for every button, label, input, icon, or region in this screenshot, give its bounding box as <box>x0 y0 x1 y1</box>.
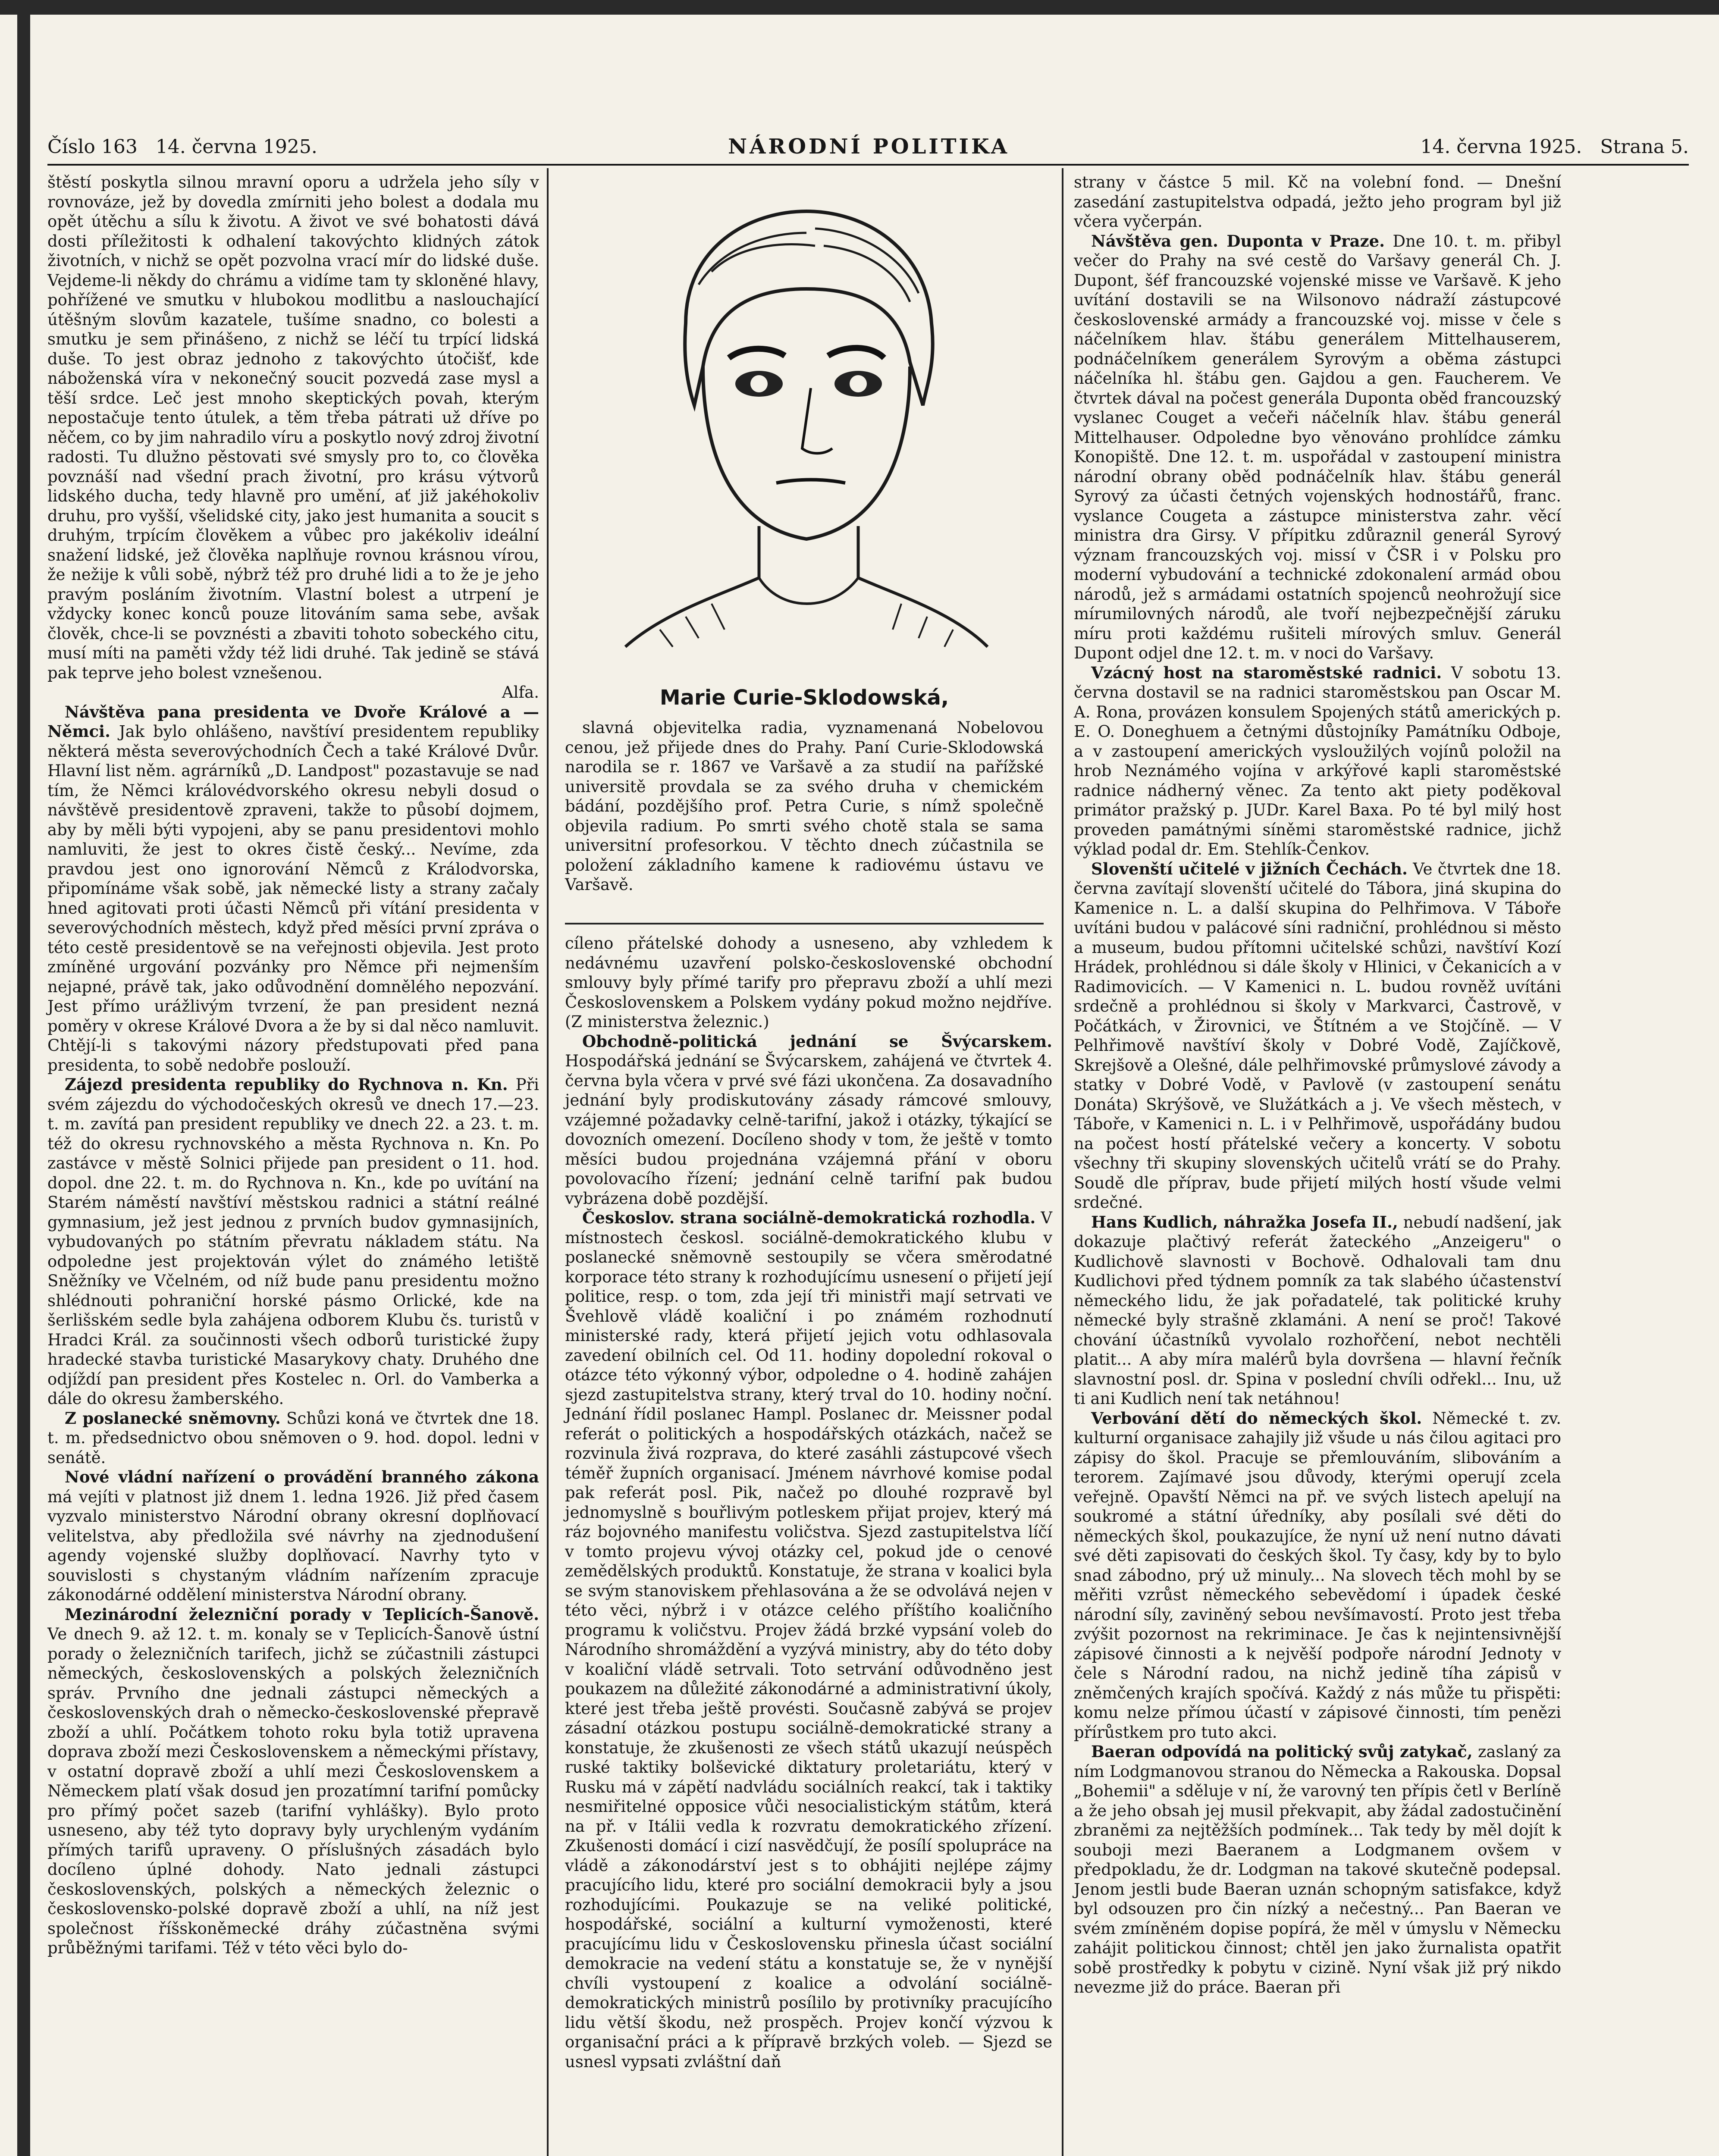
article-heading: Vzácný host na staroměstské radnici. <box>1091 663 1442 682</box>
issue-info <box>47 136 317 158</box>
article-heading: Zájezd presidenta republiky do Rychnova n. Kn. <box>65 1075 508 1094</box>
article-heading: Z poslanecké sněmovny. <box>65 1408 281 1428</box>
column-3 <box>1074 172 1561 1997</box>
article-heading: Obchodně-politická jednání se Švýcarskem. <box>582 1031 1052 1051</box>
article-heading: Mezinárodní železniční porady v Teplicích-Šanově. <box>65 1604 539 1624</box>
article-body: zaslaný za ním Lodgmanovou stranou do Německa a Rakouska. Dopsal „Bohemii" a sděluje v ní, že varovný ten přípis četl v Berlíně a že jeho obsah jej musil překvapit, aby žádal zadostučinění zbraněmi za nejtěžších podmínek... Tak tedy by měl dojít k souboji mezi Baeranem a Lodgmanem ovšem v předpokladu, že dr. Lodgman na takové skutečně podepsal. Jenom jestli bude Baeran uznán schopným satisfakce, když byl odsouzen pro čin nízký a nečestný... Pan Baeran ve svém zmíněném dopise popírá, že měl v úmyslu v Německu zahájit politickou činnost; chtěl jen jako žurnalista opatřit sobě prostředky k pobytu v cizině. Nyní však již prý nikdo nevezme již do práce. Baeran při <box>1074 1742 1562 1996</box>
article-body: Jak bylo ohlášeno, navštíví presidentem republiky některá města severovýchodních Čech a také Králové Dvůr. Hlavní list něm. agrárníků „D. Landpost" pozastavuje se nad tím, že Němci královédvorského okresu nebyli dosud o návštěvě presidentově zpraveni, takže to působí dojmem, aby by měli býti vypojeni, aby se panu presidentovi mohlo namluviti, že jest to okres čistě český... Nevíme, zda pravdou jest ono ignorování Němců z Králodvorska, připomínáme však sobě, jak německé listy a strany začaly hned agitovati proti účasti Němců při vítání presidenta v severovýchodních městech, když před měsíci první zpráva o této cestě presidentově se na veřejnosti objevila. Jest proto zmíněné urgování pozvánky pro Němce při nejmenším nejapné, právě tak, jako odůvodnění domnělého nepozvání. Jest přímo urážlivým tvrzení, že pan president nezná poměry v okrese Králové Dvora a že by si dal něco namluvit. Chtějí-li s takovými názory předstupovati před pana presidenta, to sobě nedobře poslouží. <box>47 722 539 1075</box>
issue-date-left: 14. června 1925. <box>155 135 317 158</box>
issue-date-right: 14. června 1925. <box>1420 135 1582 158</box>
article-heading: Baeran odpovídá na politický svůj zatykač, <box>1091 1742 1473 1761</box>
article-body: Hospodářská jednání se Švýcarskem, zahájená ve čtvrtek 4. června byla včera v prvé své fázi ukončena. Za dosavadního jednání byly prodiskutovány zásady rámcové smlouvy, vzájemné požadavky celně-tarifní, jakož i otázky, týkající se dovozních omezení. Docíleno shody v tom, že ještě v tomto měsíci budou projednána vzájemná přání v oboru povolovacího řízení; jednání celně tarifní pak budou vybrázena době pozdější. <box>565 1052 1052 1208</box>
article-body: Schůzi koná ve čtvrtek dne 18. t. m. předsednictvo obou sněmoven o 9. hod. dopol. ledni v senátě. <box>47 1409 539 1467</box>
article-heading: Hans Kudlich, náhražka Josefa II., <box>1091 1212 1398 1232</box>
portrait-caption-title: Marie Curie-Sklodowská, <box>659 686 949 710</box>
article-heading: Českoslov. strana sociálně-demokratická rozhodla. <box>582 1208 1036 1227</box>
column-2 <box>565 934 1052 2071</box>
article-body: V sobotu 13. června dostavil se na radnici staroměstskou pan Oscar M. A. Rona, provázen konsulem Spojených států amerických p. E. O. Doneghuem a četnými důstojníky Památníku Odboje, a v zastoupení amerických vysloužilých vojínů položil na hrob Neznámého vojína v arkýřové kapli staroměstské radnice nádherný věnec. Za tento akt piety poděkoval primátor pražský p. JUDr. Karel Baxa. Po té byl milý host proveden památnými síněmi staroměstské radnice, jichž výklad podal dr. Em. Stehlík-Čenkov. <box>1074 663 1561 859</box>
masthead <box>47 129 1689 166</box>
section-rule <box>565 923 1044 924</box>
article-heading: Slovenští učitelé v jižních Čechách. <box>1091 859 1408 878</box>
scan-border-left <box>17 0 30 2156</box>
article-body: Ve čtvrtek dne 18. června zavítají slovenští učitelé do Tábora, jiná skupina do Kamenice n. L. a další skupina do Pelhřimova. V Táboře uvítáni budou v palácové síni radniční, prohlédnou si město a museum, budou přítomni učitelské schůzi, navštíví Kozí Hrádek, prohlédnou si dále školy v Hlinici, v Čekanicích a v Radimovicích. — V Kamenici n. L. budou rovněž uvítáni srdečně a prohlédnou si školy v Markvarci, Častrově, v Počátkách, v Žirovnici, ve Štítném a ve Stojčíně. — V Pelhřimově navštíví školy v Dobré Vodě, Zajíčkově, Skrejšově a Olešné, dále pelhřimovské průmyslové závody a statky v Dobré Vodě, v Pavlově (v zastoupení senátu Donáta) Skrýšově, ve Služátkách a j. Ve všech městech, v Táboře, v Kamenici n. L. i v Pelhřimově, uspořádány budou na počest hostí přátelské večery a koncerty. V sobotu všechny tři skupiny slovenských učitelů vrátí se do Prahy. Soudě dle příprav, bude přijetí milých hostí všude velmi srdečné. <box>1074 859 1562 1212</box>
portrait-caption-text: slavná objevitelka radia, vyznamenaná Nobelovou cenou, jež přijede dnes do Prahy. Paní Curie-Sklodowská narodila se r. 1867 ve Varšavě a za studií na pařížské universitě provdala se za svého druha v chemickém bádání, pozdějšího prof. Petra Curie, s nímž společně objevila radium. Po smrti svého chotě stala se sama universitní profesorkou. V těchto dnech zúčastnila se položení základního kamene k radiovému ústavu ve Varšavě. <box>565 718 1044 894</box>
article-body: má vejíti v platnost již dnem 1. ledna 1926. Již před časem vyzvalo ministerstvo Národní obrany okresní doplňovací velitelstva, aby předložila své návrhy na zjednodušení agendy vojenské služby doplňovací. Navrhy tyto v souvislosti s chystaným vládním nařízením zpracuje zákonodárné oddělení ministerstva Národní obrany. <box>47 1487 539 1604</box>
page-number: Strana 5. <box>1600 135 1689 158</box>
page-info <box>1420 136 1689 158</box>
portrait-illustration <box>556 181 1052 681</box>
column-1 <box>47 172 539 1958</box>
article-body: Dne 10. t. m. přibyl večer do Prahy na své cestě do Varšavy generál Ch. J. Dupont, šéf francouzské vojenské misse ve Varšavě. K jeho uvítání dostavili se na Wilsonovo nádraží zástupcové československé armády a francouzské voj. misse v čele s náčelníkem hlav. štábu generálem Mittelhauserem, podnáčelníkem generálem Syrovým a oběma zástupci náčelníka hl. štábu gen. Gajdou a gen. Faucherem. Ve čtvrtek dával na počest generála Duponta oběd francouzský vyslanec Couget a večeři náčelník hlav. štábu generál Mittelhauser. Odpoledne byo věnováno prohlídce zámku Konopiště. Dne 12. t. m. uspořádal v zastoupení ministra národní obrany oběd podnáčelník hlav. štábu generál Syrový za účasti četných vojenských hodnostářů, franc. vyslance Cougeta a zástupce ministerstva zahr. věcí ministra dra Girsy. V přípitku zdůraznil generál Syrový význam francouzských voj. missí v ČSR i v Polsku pro moderní vybudování a technické zdokonalení armád obou národů, jež s armádami ostatních spojenců neohrožují sice mírumilovných národů, ale tvoří nejbezpečnější záruku míru proti každému rušiteli mírových smluv. Generál Dupont odjel dne 12. t. m. v noci do Varšavy. <box>1074 232 1561 662</box>
article-continuation: strany v částce 5 mil. Kč na volební fond. — Dnešní zasedání zastupitelstva odpadá, ježto jeho program byl již včera vyčerpán. <box>1074 173 1561 231</box>
article-heading: Návštěva pana presidenta ve Dvoře Králové a — Němci. <box>47 702 539 741</box>
issue-number: Číslo 163 <box>47 135 138 158</box>
scan-border-top <box>0 0 1719 15</box>
article-heading: Návštěva gen. Duponta v Praze. <box>1091 231 1385 251</box>
column-rule-2 <box>1062 168 1063 2156</box>
article-continuation: štěstí poskytla silnou mravní oporu a udržela jeho síly v rovnováze, jež by dovedla zmírniti jeho bolest a dodala mu opět útěchu a sílu k životu. A život ve své bohatosti dává dosti příležitosti k odhalení takovýchto klidných zátok životních, v nichž se opět pozvolna vrací mír do lidské duše. Vejdeme-li někdy do chrámu a vidíme tam ty skloněné hlavy, pohřížené ve smutku v hlubokou modlitbu a naslouchající útěšným slovům kazatele, tušíme snadno, co bolesti a smutku je sem přinášeno, z nichž se léčí tu trpící lidská duše. To jest obraz jednoho z takovýchto útočišť, kde náboženská víra v nekonečný soucit pozvedá zase mysl a těší srdce. Leč jest mnoho skeptických povah, kterým nepostačuje tento útulek, a těm třeba pátrati už dříve po něčem, co by jim nahradilo víru a poskytlo nový zdroj životní radosti. Tu dlužno pěstovati své smysly pro to, co člověka povznáší nad všední prach životní, pro krásu výtvorů lidského ducha, tedy hlavně pro umění, ať již jakéhokoliv druhu, pro vyšší, všelidské city, jako jest humanita a soucit s druhým, trpícím člověkem a vůbec pro jakékoliv ideální snažení lidské, jež člověka naplňuje rovnou krásnou vírou, že nežije k vůli sobě, nýbrž též pro druhé lidi a to že je jeho pravým posláním životním. Vlastní bolest a utrpení je vždycky konec konců pouze litováním sama sebe, avšak člověk, chce-li se povznésti a zbaviti tohoto sobeckého citu, musí míti na paměti vždy též lidi druhé. Tak jedině se stává pak teprve jeho bolest vznešenou. <box>47 173 539 682</box>
article-heading: Nové vládní nařízení o provádění branného zákona <box>65 1467 539 1486</box>
article-body: Ve dnech 9. až 12. t. m. konaly se v Teplicích-Šanově ústní porady o železničních tarifech, jichž se zúčastnili zástupci německých, československých a polských železničních správ. Prvního dne jednali zástupci německých a československých drah o německo-československé přepravě zboží a uhlí. Počátkem tohoto roku byla totiž upravena doprava zboží mezi Československem a německými přístavy, v ostatní dopravě zboží a uhlí mezi Československem a Německem platí však dosud jen prozatímní tarifní pomůcky pro přímý počet sazeb (tarifní vyhlášky). Bylo proto usneseno, aby též tyto dopravy byly urychleným vydáním přímých tarifů upraveny. O příslušných zásadách bylo docíleno úplné dohody. Nato jednali zástupci československých, polských a německých železnic o československo-polské dopravě zboží a uhlí, na níž jest společnost říšskoněmecké dráhy zúčastněna svými průběžnými tarifami. Též v této věci bylo do- <box>47 1625 539 1957</box>
article-body: V místnostech českosl. sociálně-demokratického klubu v poslanecké sněmovně sestoupily se včera směrodatné korporace této strany k rozhodujícímu usnesení o přijetí její politice, resp. o tom, zda její tři ministři mají setrvati ve Švehlově vládě koaliční i po známém rozhodnutí ministerské rady, která přijetí jejich votu odhlasovala zavedení obilních cel. Od 11. hodiny dopolední rokoval o otázce této výkonný výbor, odpoledne o 4. hodině zahájen sjezd zastupitelstva strany, který trval do 10. hodiny noční. Jednání řídil poslanec Hampl. Poslanec dr. Meissner podal referát o politických a hospodářských otázkách, načež se rozvinula živá rozprava, do které zasáhli zástupcové všech téměř župních organisací. Jménem návrhové komise podal pak referát posl. Pik, načež po dlouhé rozpravě byl jednomyslně s bouřlivým potleskem přijat projev, který má ráz bojovného manifestu voličstva. Sjezd zastupitelstva líčí v tomto projevu vývoj otázky cel, pokud jde o cenové zemědělských produktů. Konstatuje, že strana v koalici byla se svým stanoviskem přehlasována a že se odvolává nejen v této věci, nýbrž i v otázce celého příštího koaličního programu k voličstvu. Projev žádá brzké vypsání voleb do Národního shromáždění a vyzývá ministry, aby do této doby v koaliční vládě setrvali. Toto setrvání odůvodněno jest poukazem na důležité zákonodárné a administrativní úkoly, které jest třeba ještě provésti. Současně zabývá se projev zásadní otázkou postupu sociálně-demokratické strany a konstatuje, že zkušenosti ze všech států ukazují neúspěch ruské taktiky bolševické diktatury proletariátu, který v Rusku má v zápětí nadvládu sociálních reakcí, tak i taktiky nesmiřitelné opposice vůči nesocialistickým státům, která na př. v Itálii vedla k rozvratu demokratického zřízení. Zkušenosti domácí i cizí nasvědčují, že posílí spolupráce na vládě a zákonodárství jest s to obhájiti nejlépe zájmy pracujícího lidu, které pro sociální demokracii byly a jsou rozhodujícími. Poukazuje se na veliké politické, hospodářské, sociální a kulturní vymoženosti, které pracujícímu lidu v Československu přinesla účast sociální demokracie na vedení státu a konstatuje se, že v nynější chvíli vystoupení z koalice a odvolání sociálně-demokratických ministrů posílilo by protivníky pracujícího lidu větší škodu, než prospěch. Projev končí výzvou k organisační práci a k přípravě brzkých voleb. — Sjezd se usnesl vypsati zvláštní daň <box>565 1209 1052 2071</box>
column-rule-1 <box>547 168 549 2156</box>
article-body: Německé t. zv. kulturní organisace zahajily již všude u nás čilou agitaci pro zápisy do škol. Pracuje se přemlouváním, slibováním a terorem. Zajímavé jsou důvody, kterými operují zcela veřejně. Opavští Němci na př. ve svých listech apelují na soukromé a státní úředníky, aby posílali své děti do německých škol, poukazujíce, že nyní už není nutno dávati své děti zapisovati do českých škol. Ty časy, kdy by to bylo snad zábodno, prý už minuly... Na slovech těch mohl by se měřiti vzrůst německého sebevědomí i úpadek české národní síly, zaviněný sebou nevšímavostí. Proto jest třeba zvýšit pozornost na rekriminace. Je čas k nejintensivnější zápisové činnosti a k nejvěší podpoře národní Jednoty v čele s Národní radou, na nichž jedině tíha zápisů v zněmčených krajích spočívá. Každý z nás může tu přispěti: komu nelze přímou účastí v zápisové činnosti, tím penězi přírůstkem pro tuto akci. <box>1074 1409 1561 1742</box>
article-body: Při svém zájezdu do východočeských okresů ve dnech 17.—23. t. m. zavítá pan president republiky ve dnech 22. a 23. t. m. též do okresu rychnovského a města Rychnova n. Kn. Po zastávce v městě Solnici přijede pan president o 11. hod. dopol. dne 22. t. m. do Rychnova n. Kn., kde po uvítání na Starém náměstí navštíví městskou radnici a státní reálné gymnasium, jež jest jednou z prvních budov gymnasijních, vybudovaných po státním převratu nákladem státu. Na odpoledne jest projektován výlet do známého letiště Sněžníky ve Včelném, od níž bude panu presidentu možno shlédnouti pohraniční horské pásmo Orlické, kde na šerlišském sedle byla zahájena odborem Klubu čs. turistů v Hradci Král. za součinnosti všech odborů turistické župy hradecké stavba turistické Masarykovy chaty. Druhého dne odjíždí pan president přes Kostelec n. Orl. do Vamberka a dále do okresu žamberského. <box>47 1075 539 1408</box>
article-body: nebudí nadšení, jak dokazuje plačtivý referát žateckého „Anzeigeru" o Kudlichově slavnosti v Bochově. Odhalovali tam dnu Kudlichovi před týdnem pomník za tak slabého účastenství německého lidu, že jak pořadatelé, tak politické kruhy německé byly strašně zklamáni. A není se proč! Takové chování účastníků vyvolalo rozhořčení, nebot nechtěli platit... A aby míra malérů byla dovršena — hlavní řečník slavnostní posl. dr. Spina v poslední chvíli odřekl... Inu, už ti ani Kudlich není tak netáhnou! <box>1074 1213 1561 1408</box>
newspaper-title: NÁRODNÍ POLITIKA <box>728 135 1010 159</box>
article-heading: Verbování dětí do německých škol. <box>1091 1408 1422 1428</box>
article-continuation: cíleno přátelské dohody a usneseno, aby vzhledem k nedávnému uzavření polsko-československé obchodní smlouvy byly přímé tarify pro přepravu zboží a uhlí mezi Československem a Polskem vydány pokud možno nejdříve. (Z ministerstva železnic.) <box>565 934 1052 1031</box>
signature: Alfa. <box>502 683 539 702</box>
portrait-caption <box>565 718 1044 895</box>
